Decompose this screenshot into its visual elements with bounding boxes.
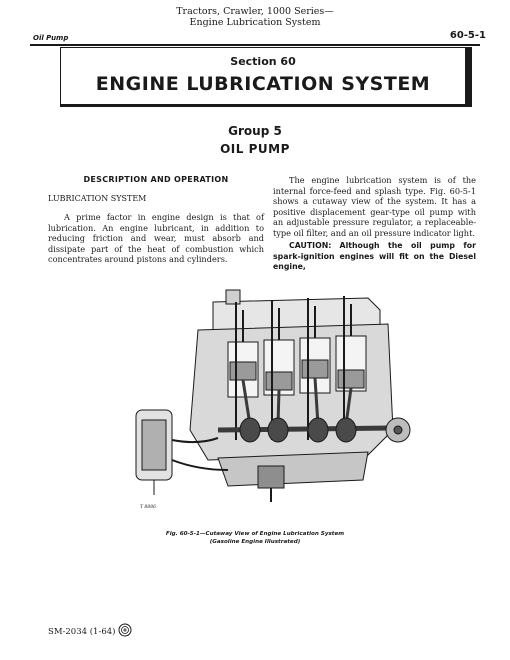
union-label-icon [118, 623, 132, 637]
running-header [150, 6, 360, 28]
section-banner [60, 47, 472, 107]
header-line-2: Engine Lubrication System [189, 17, 321, 28]
caption-line-1: Fig. 60-5-1—Cutaway View of Engine Lubrication System [165, 531, 345, 537]
figure-number: T 8886 [140, 505, 156, 510]
group-label: Group 5 [228, 124, 282, 138]
footer-code: SM-2034 (1-64) [48, 627, 116, 637]
section-label: Section 60 [230, 55, 296, 68]
header-topic: Oil Pump [33, 34, 69, 42]
engine-cutaway-illustration [118, 280, 418, 518]
caution-label: CAUTION: [289, 241, 332, 250]
left-column [48, 175, 264, 265]
section-title: ENGINE LUBRICATION SYSTEM [95, 73, 431, 95]
intro-paragraph: A prime factor in engine design is that of lubrication. An engine lubricant, in addition to reducing friction and wear, must absorb and dissipate part of the heat of combustion which concentrates around pistons and cylinders. [48, 212, 264, 264]
caution-note [273, 241, 476, 273]
caution-text: Although the oil pump for spark-ignition engines will fit on the Diesel engine, [273, 241, 476, 271]
system-paragraph: The engine lubrication system is of the internal force-feed and splash type. Fig. 60-5-1 shows a cutaway view of the system. It has a positive displacement gear-type oil pump with an adjustable pressure regulator, a replaceable-type oil filter, and an oil pressure indicator light. [273, 175, 476, 238]
page-number: 60-5-1 [449, 30, 486, 41]
lubrication-subheading: LUBRICATION SYSTEM [48, 193, 147, 203]
caption-line-2: (Gasoline Engine Illustrated) [209, 539, 301, 545]
group-title: OIL PUMP [220, 142, 290, 156]
header-rule [30, 44, 480, 46]
header-line-1: Tractors, Crawler, 1000 Series— [176, 6, 334, 17]
figure-caption [0, 530, 510, 546]
description-heading: DESCRIPTION AND OPERATION [83, 175, 229, 184]
right-column [273, 175, 476, 273]
